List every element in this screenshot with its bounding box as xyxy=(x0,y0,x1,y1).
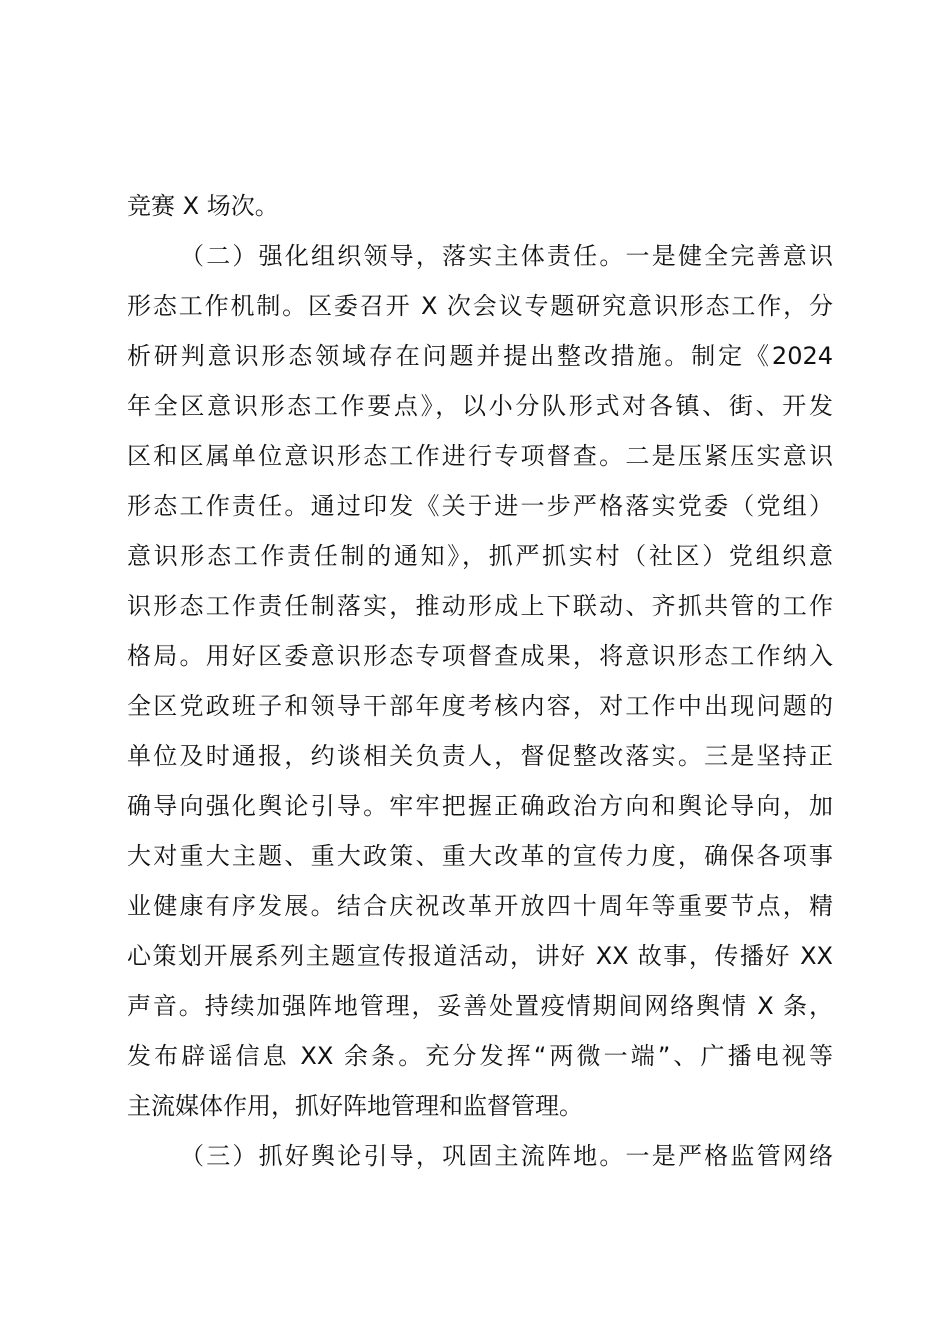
text-line-5: 年全区意识形态工作要点》，以小分队形式对各镇、街、开发 xyxy=(127,392,833,420)
text-line-18: 发布辟谣信息 XX 余条。充分发挥“两微一端”、广播电视等 xyxy=(127,1042,833,1070)
text-line-11: 全区党政班子和领导干部年度考核内容，对工作中出现问题的 xyxy=(127,692,833,720)
text-line-13: 确导向强化舆论引导。牢牢把握正确政治方向和舆论导向，加 xyxy=(127,792,833,820)
text-line-9: 识形态工作责任制落实，推动形成上下联动、齐抓共管的工作 xyxy=(127,592,833,620)
text-line-16: 心策划开展系列主题宣传报道活动，讲好 XX 故事，传播好 XX xyxy=(127,942,833,970)
text-line-7: 形态工作责任。通过印发《关于进一步严格落实党委（党组） xyxy=(127,492,833,520)
text-line-6: 区和区属单位意识形态工作进行专项督查。二是压紧压实意识 xyxy=(127,442,833,470)
text-line-19: 主流媒体作用，抓好阵地管理和监督管理。 xyxy=(127,1092,583,1120)
text-line-20: （三）抓好舆论引导，巩固主流阵地。一是严格监管网络 xyxy=(180,1142,833,1170)
text-line-12: 单位及时通报，约谈相关负责人，督促整改落实。三是坚持正 xyxy=(127,742,833,770)
text-line-8: 意识形态工作责任制的通知》，抓严抓实村（社区）党组织意 xyxy=(127,542,833,570)
text-line-10: 格局。用好区委意识形态专项督查成果，将意识形态工作纳入 xyxy=(127,642,833,670)
text-line-1: 竞赛 X 场次。 xyxy=(127,192,279,220)
text-line-15: 业健康有序发展。结合庆祝改革开放四十周年等重要节点，精 xyxy=(127,892,833,920)
text-line-14: 大对重大主题、重大政策、重大改革的宣传力度，确保各项事 xyxy=(127,842,833,870)
text-line-17: 声音。持续加强阵地管理，妥善处置疫情期间网络舆情 X 条， xyxy=(127,992,833,1020)
text-line-2: （二）强化组织领导，落实主体责任。一是健全完善意识 xyxy=(180,242,833,270)
text-line-3: 形态工作机制。区委召开 X 次会议专题研究意识形态工作，分 xyxy=(127,292,833,320)
text-line-4: 析研判意识形态领域存在问题并提出整改措施。制定《2024 xyxy=(127,342,833,370)
